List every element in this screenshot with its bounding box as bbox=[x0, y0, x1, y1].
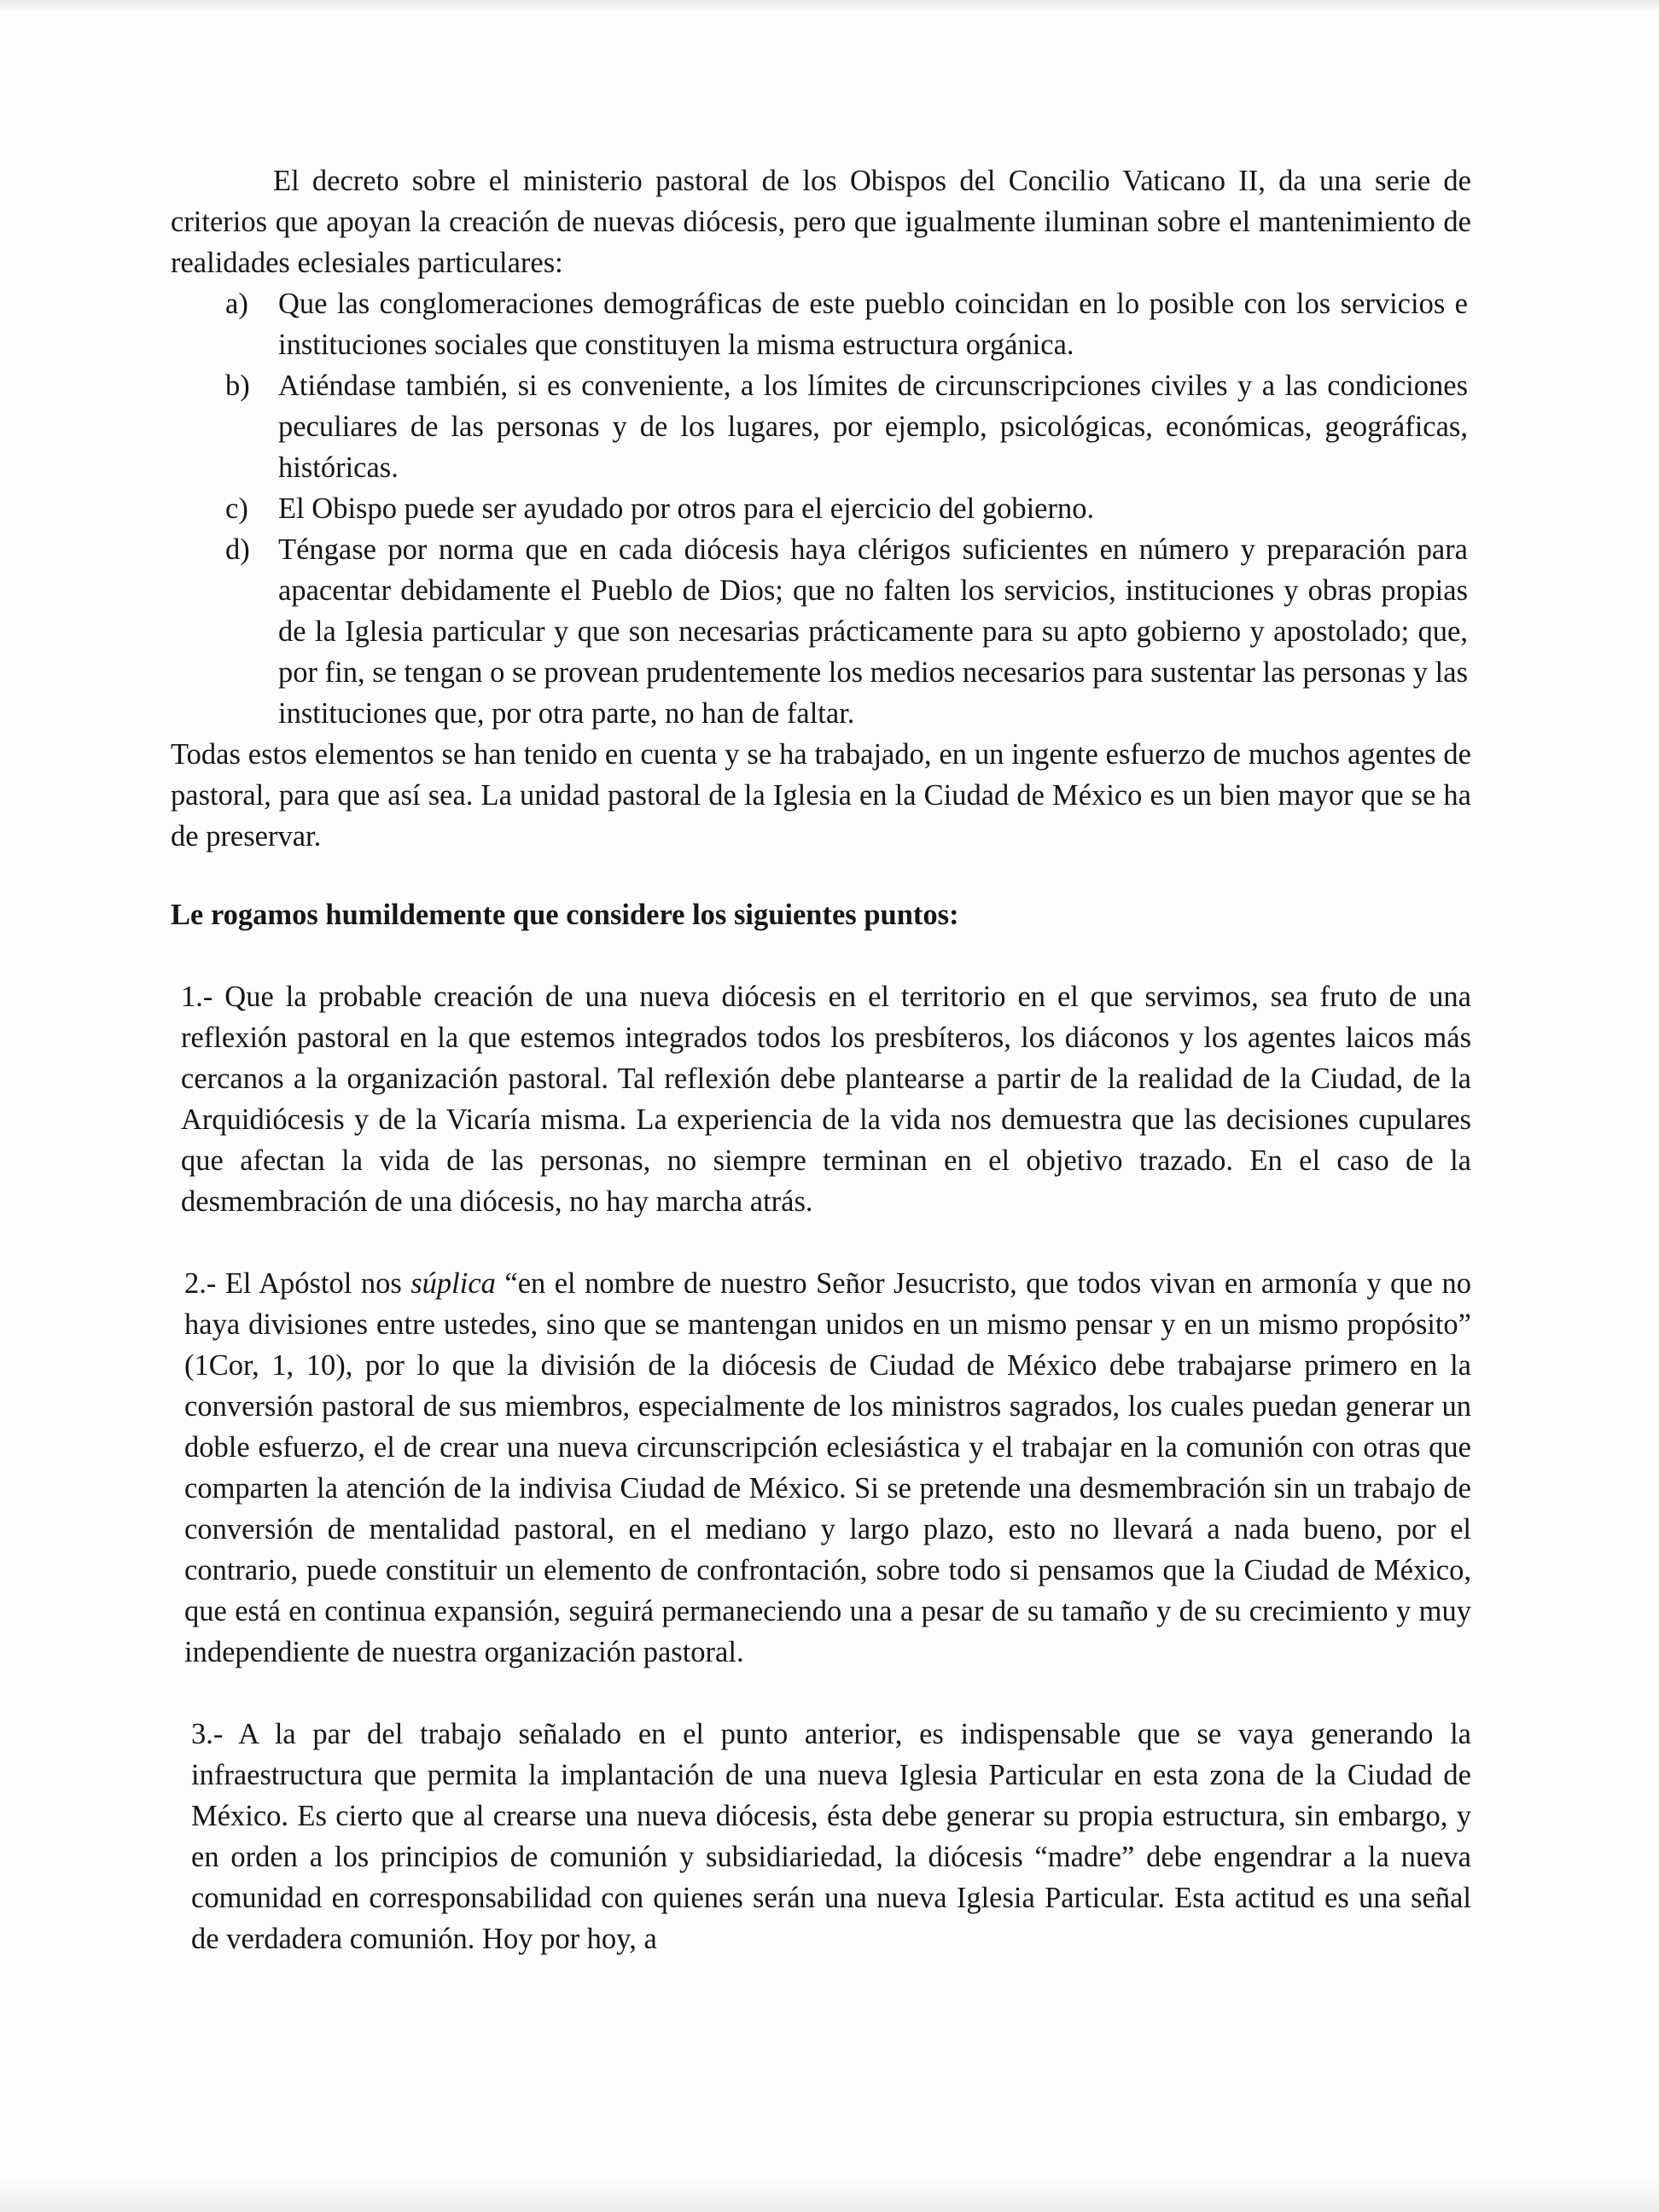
scan-edge-top bbox=[0, 0, 1659, 12]
list-marker: c) bbox=[225, 492, 248, 525]
section-heading: Le rogamos humildemente que considere los siguientes puntos: bbox=[171, 899, 959, 931]
list-item-text: El Obispo puede ser ayudado por otros para el ejercicio del gobierno. bbox=[278, 492, 1095, 525]
point-2-text-rest: “en el nombre de nuestro Señor Jesucristo, que todos vivan en armonía y que no haya divisiones entre ustedes, sino que se mantengan unidos en un mismo pensar y en un mismo propósito” (1Cor, 1, 10), por lo que la división de la diócesis de Ciudad de México debe trabajarse primero en la conversión pastoral de sus miembros, especialmente de los ministros sagrados, los cuales puedan generar un doble esfuerzo, el de crear una nueva circunscripción eclesiástica y el trabajar en la comunión con otras que comparten la atención de la indivisa Ciudad de México. Si se pretende una desmembración sin un trabajo de conversión de mentalidad pastoral, en el mediano y largo plazo, esto no llevará a nada bueno, por el contrario, puede constituir un elemento de confrontación, sobre todo si pensamos que la Ciudad de México, que está en continua expansión, seguirá permaneciendo una a pesar de su tamaño y de su crecimiento y muy independiente de nuestra organización pastoral. bbox=[184, 1267, 1471, 1668]
criteria-list bbox=[171, 283, 1471, 734]
point-2-paragraph bbox=[171, 1263, 1471, 1673]
list-item bbox=[171, 488, 1468, 529]
list-item-text: Que las conglomeraciones demográficas de este pueblo coincidan en lo posible con los servicios e instituciones sociales que constituyen la misma estructura orgánica. bbox=[278, 288, 1468, 361]
list-item-text: Atiéndase también, si es conveniente, a los límites de circunscripciones civiles y a las condiciones peculiares de las personas y de los lugares, por ejemplo, psicológicas, económicas, geográficas, históricas. bbox=[278, 370, 1468, 484]
list-item-text: Téngase por norma que en cada diócesis haya clérigos suficientes en número y preparación para apacentar debidamente el Pueblo de Dios; que no falten los servicios, instituciones y obras propias de la Iglesia particular y que son necesarias prácticamente para su apto gobierno y apostolado; que, por fin, se tengan o se provean prudentemente los medios necesarios para sustentar las personas y las instituciones que, por otra parte, no han de faltar. bbox=[278, 533, 1468, 730]
list-item bbox=[171, 283, 1468, 365]
summary-paragraph: Todas estos elementos se han tenido en cuenta y se ha trabajado, en un ingente esfuerzo de muchos agentes de pastoral, para que así sea. La unidad pastoral de la Iglesia en la Ciudad de México es un bien mayor que se ha de preservar. bbox=[171, 738, 1471, 853]
list-marker: b) bbox=[225, 370, 250, 402]
scan-edge-bottom bbox=[0, 2178, 1659, 2212]
point-3-paragraph: 3.- A la par del trabajo señalado en el punto anterior, es indispensable que se vaya generando la infraestructura que permita la implantación de una nueva Iglesia Particular en esta zona de la Ciudad de México. Es cierto que al crearse una nueva diócesis, ésta debe generar su propia estructura, sin embargo, y en orden a los principios de comunión y subsidiariedad, la diócesis “madre” debe engendrar a la nueva comunidad en corresponsabilidad con quienes serán una nueva Iglesia Particular. Esta actitud es una señal de verdadera comunión. Hoy por hoy, a bbox=[191, 1718, 1471, 1955]
list-marker: a) bbox=[225, 288, 248, 320]
list-item bbox=[171, 365, 1468, 488]
list-item bbox=[171, 529, 1468, 734]
intro-paragraph: El decreto sobre el ministerio pastoral de los Obispos del Concilio Vaticano II, da una serie de criterios que apoyan la creación de nuevas diócesis, pero que igualmente iluminan sobre el mantenimiento de realidades eclesiales particulares: bbox=[171, 165, 1471, 279]
point-2-text-start: 2.- El Apóstol nos bbox=[184, 1267, 411, 1300]
point-1-paragraph: 1.- Que la probable creación de una nueva diócesis en el territorio en el que servimos, sea fruto de una reflexión pastoral en la que estemos integrados todos los presbíteros, los diáconos y los agentes laicos más cercanos a la organización pastoral. Tal reflexión debe plantearse a partir de la realidad de la Ciudad, de la Arquidiócesis y de la Vicaría misma. La experiencia de la vida nos demuestra que las decisiones cupulares que afectan la vida de las personas, no siempre terminan en el objetivo trazado. En el caso de la desmembración de una diócesis, no hay marcha atrás. bbox=[181, 981, 1471, 1218]
point-2-emphasis: súplica bbox=[410, 1267, 496, 1300]
document-body bbox=[171, 160, 1471, 1959]
list-marker: d) bbox=[225, 533, 250, 566]
